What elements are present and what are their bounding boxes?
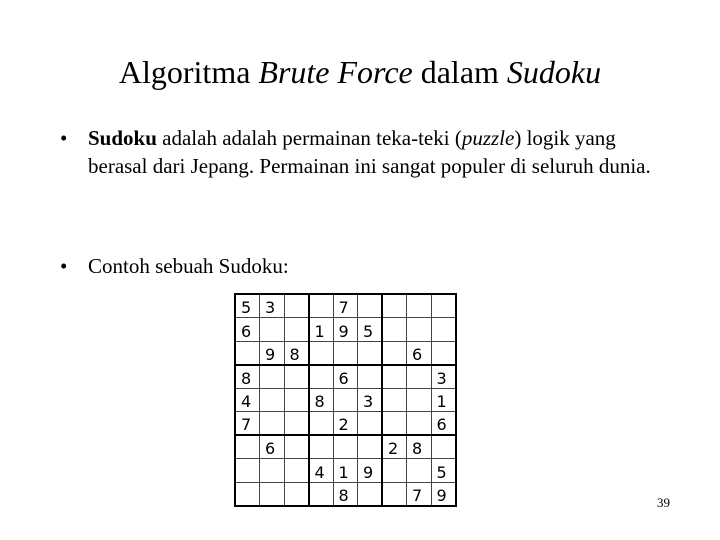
sudoku-cell (333, 341, 358, 365)
sudoku-cell: 8 (284, 341, 309, 365)
sudoku-cell: 4 (235, 388, 260, 412)
sudoku-cell: 6 (260, 435, 285, 459)
sudoku-cell: 1 (309, 318, 334, 342)
sudoku-cell (407, 412, 432, 436)
sudoku-cell (407, 318, 432, 342)
sudoku-cell: 8 (309, 388, 334, 412)
sudoku-cell (284, 482, 309, 506)
sudoku-cell (284, 388, 309, 412)
page-number: 39 (657, 495, 670, 510)
sudoku-cell (284, 318, 309, 342)
sudoku-cell (260, 412, 285, 436)
sudoku-cell (309, 482, 334, 506)
sudoku-cell: 1 (431, 388, 456, 412)
bullet-dot: • (60, 254, 68, 278)
title-part-4: Sudoku (506, 54, 602, 90)
sudoku-cell: 7 (235, 412, 260, 436)
sudoku-cell: 3 (358, 388, 383, 412)
sudoku-cell: 3 (431, 365, 456, 389)
sudoku-cell (284, 412, 309, 436)
sudoku-cell: 8 (333, 482, 358, 506)
title-part-1: Algoritma (118, 54, 259, 90)
title-part-2: Brute Force (258, 54, 413, 90)
bullet-italic-term: puzzle (461, 126, 515, 150)
sudoku-cell: 4 (309, 459, 334, 483)
sudoku-cell (431, 435, 456, 459)
sudoku-cell (309, 435, 334, 459)
sudoku-cell (358, 365, 383, 389)
sudoku-cell (260, 482, 285, 506)
sudoku-cell: 2 (382, 435, 407, 459)
sudoku-cell: 8 (407, 435, 432, 459)
sudoku-grid (234, 293, 457, 507)
sudoku-row (235, 388, 456, 412)
sudoku-cell (260, 459, 285, 483)
sudoku-cell: 9 (431, 482, 456, 506)
sudoku-cell (382, 294, 407, 318)
sudoku-cell (431, 294, 456, 318)
bullet-text-part-2: ) logik yang berasal dari Jepang. Permainan ini sangat populer di seluruh dunia. (88, 126, 651, 178)
sudoku-cell: 7 (407, 482, 432, 506)
bullet-text: Contoh sebuah Sudoku: (88, 254, 289, 278)
sudoku-cell (260, 365, 285, 389)
sudoku-cell: 9 (333, 318, 358, 342)
sudoku-cell (235, 435, 260, 459)
bullet-bold-term: Sudoku (88, 126, 157, 150)
sudoku-row (235, 459, 456, 483)
sudoku-cell: 8 (235, 365, 260, 389)
sudoku-cell (235, 459, 260, 483)
bullet-sudoku-definition (60, 124, 660, 180)
sudoku-cell (358, 435, 383, 459)
sudoku-cell: 6 (431, 412, 456, 436)
sudoku-cell (284, 365, 309, 389)
sudoku-cell (309, 365, 334, 389)
bullet-text-part-1: adalah adalah permainan teka-teki ( (156, 126, 462, 150)
sudoku-cell (407, 388, 432, 412)
sudoku-cell: 6 (235, 318, 260, 342)
sudoku-cell: 5 (235, 294, 260, 318)
sudoku-cell: 5 (431, 459, 456, 483)
sudoku-cell (358, 294, 383, 318)
sudoku-cell (382, 341, 407, 365)
sudoku-cell: 2 (333, 412, 358, 436)
sudoku-cell (358, 412, 383, 436)
sudoku-cell (407, 294, 432, 318)
sudoku-cell: 1 (333, 459, 358, 483)
bullet-dot: • (60, 126, 68, 150)
sudoku-cell (284, 294, 309, 318)
sudoku-row (235, 318, 456, 342)
title-part-3: dalam (412, 54, 507, 90)
sudoku-cell (333, 435, 358, 459)
sudoku-row (235, 482, 456, 506)
sudoku-row (235, 435, 456, 459)
sudoku-cell (382, 459, 407, 483)
sudoku-cell (333, 388, 358, 412)
sudoku-row (235, 365, 456, 389)
sudoku-cell (284, 435, 309, 459)
sudoku-cell (407, 459, 432, 483)
sudoku-row (235, 412, 456, 436)
sudoku-cell (407, 365, 432, 389)
sudoku-row (235, 341, 456, 365)
bullet-sudoku-example (60, 252, 660, 280)
sudoku-cell (382, 318, 407, 342)
bullet-text (88, 124, 660, 180)
sudoku-cell (260, 388, 285, 412)
sudoku-cell (309, 412, 334, 436)
sudoku-cell (309, 341, 334, 365)
sudoku-cell (382, 365, 407, 389)
sudoku-cell: 5 (358, 318, 383, 342)
sudoku-cell: 6 (333, 365, 358, 389)
sudoku-cell (309, 294, 334, 318)
sudoku-row (235, 294, 456, 318)
sudoku-cell (431, 318, 456, 342)
sudoku-cell: 3 (260, 294, 285, 318)
sudoku-cell (235, 482, 260, 506)
sudoku-cell (431, 341, 456, 365)
sudoku-cell (235, 341, 260, 365)
sudoku-cell (382, 412, 407, 436)
sudoku-cell (358, 482, 383, 506)
sudoku-cell: 9 (358, 459, 383, 483)
sudoku-cell (382, 482, 407, 506)
sudoku-cell (358, 341, 383, 365)
sudoku-cell (284, 459, 309, 483)
slide-title (0, 52, 720, 92)
sudoku-cell (260, 318, 285, 342)
sudoku-cell: 6 (407, 341, 432, 365)
sudoku-cell: 9 (260, 341, 285, 365)
sudoku-cell (382, 388, 407, 412)
sudoku-cell: 7 (333, 294, 358, 318)
